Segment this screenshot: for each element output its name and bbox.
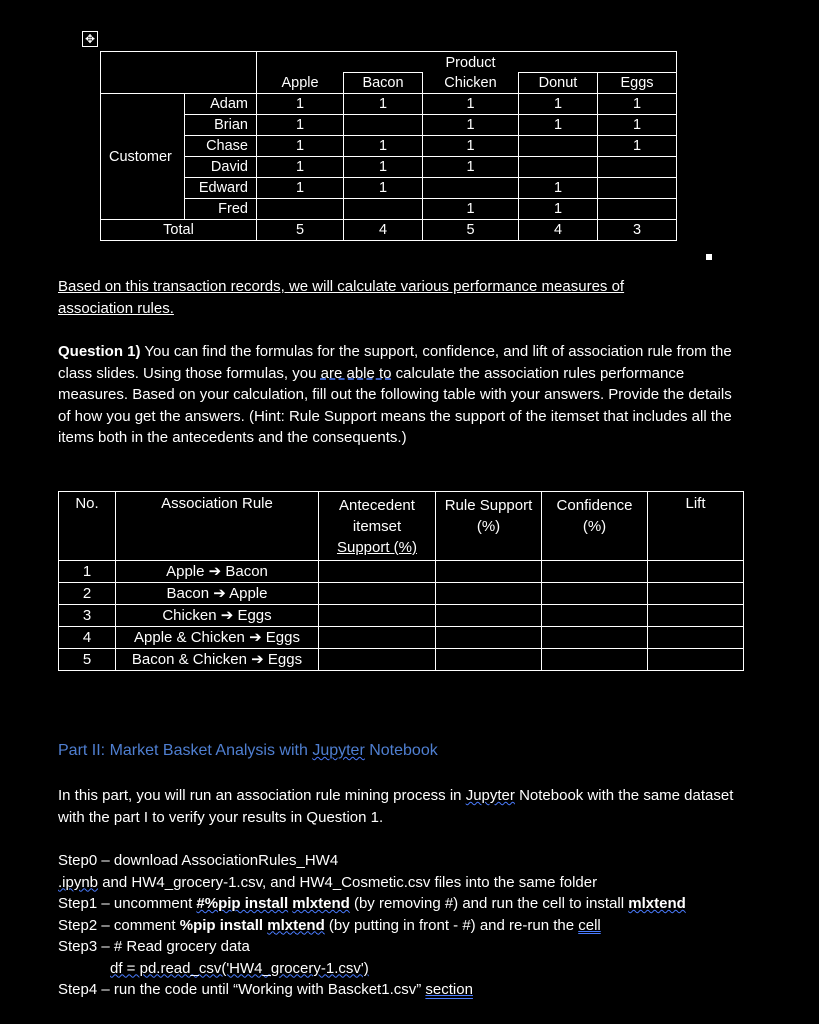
- cell-value: 1: [423, 115, 519, 136]
- table-row-total: [101, 220, 677, 241]
- cell-value: [344, 199, 423, 220]
- cell-value: [257, 199, 344, 220]
- part2-intro: [58, 785, 748, 828]
- cell-value: [423, 178, 519, 199]
- total-value: 4: [344, 220, 423, 241]
- cell-value: [344, 115, 423, 136]
- answer-cell[interactable]: [319, 649, 436, 671]
- customer-name: Fred: [185, 199, 257, 220]
- total-value: 5: [257, 220, 344, 241]
- part2-title: [58, 740, 438, 762]
- question1-text-b: calculate the association rules performance measures. Based on your calculation, fill out the following table with your answers. Provide the details of how you get the answers. (Hint: Rule Support means the support of the itemset that includes all the items both in the antecedents and the consequents.): [58, 364, 732, 446]
- step2-a: Step2 – comment: [58, 916, 180, 934]
- answer-cell[interactable]: [319, 605, 436, 627]
- header-association-rule: Association Rule: [116, 492, 319, 561]
- answer-cell[interactable]: [436, 605, 542, 627]
- step0-rest: and HW4_grocery-1.csv, and HW4_Cosmetic.csv files into the same folder: [98, 873, 598, 891]
- step1-mlxtend-2: mlxtend: [628, 895, 686, 912]
- answer-cell[interactable]: [542, 561, 648, 583]
- table-row: [59, 605, 744, 627]
- step0-ipynb: .ipynb: [58, 873, 99, 891]
- part2-intro-c: Notebook with the same dataset with the part I to verify your results in Question 1.: [58, 787, 734, 826]
- header-lift: Lift: [648, 492, 744, 561]
- answer-cell[interactable]: [648, 627, 744, 649]
- rule-text: Apple ➔ Bacon: [116, 561, 319, 583]
- step2-d: (by putting in front - #) and re-run the: [324, 916, 579, 934]
- table-row: [101, 52, 677, 73]
- total-value: 3: [598, 220, 677, 241]
- total-value: 5: [423, 220, 519, 241]
- header-antecedent-itemset: Antecedent itemset: [339, 497, 415, 535]
- cell-value: 1: [257, 115, 344, 136]
- header-antecedent: [319, 492, 436, 561]
- cell-value: 1: [257, 136, 344, 157]
- cell-value: 1: [519, 178, 598, 199]
- col-donut: Donut: [519, 73, 598, 94]
- customer-name: David: [185, 157, 257, 178]
- table-resize-handle[interactable]: [706, 254, 712, 260]
- table-header-row: [59, 492, 744, 561]
- steps-block: [58, 850, 758, 1001]
- step1-line: [58, 893, 758, 915]
- rule-text: Bacon & Chicken ➔ Eggs: [116, 649, 319, 671]
- total-label: Total: [101, 220, 257, 241]
- col-apple: Apple: [257, 73, 344, 94]
- step0-line1: Step0 – download AssociationRules_HW4: [58, 852, 339, 869]
- cell-value: 1: [423, 157, 519, 178]
- question1-are-able-to: are able to: [320, 364, 392, 382]
- rule-no: 3: [59, 605, 116, 627]
- cell-value: 1: [519, 94, 598, 115]
- table-row: [101, 178, 677, 199]
- part2-title-c: Notebook: [364, 742, 438, 759]
- cell-value: 1: [598, 136, 677, 157]
- cell-value: [519, 157, 598, 178]
- step0-line2: [58, 872, 758, 894]
- table-row: [101, 199, 677, 220]
- part2-title-jupyter: Jupyter: [312, 742, 365, 759]
- cell-value: 1: [257, 157, 344, 178]
- question1-paragraph: [58, 341, 748, 449]
- part2-intro-a: In this part, you will run an association rule mining process in: [58, 787, 466, 804]
- cell-value: 1: [598, 115, 677, 136]
- part2-intro-jupyter: Jupyter: [465, 787, 515, 804]
- step2-line: [58, 915, 758, 937]
- step1-mlxtend: mlxtend: [292, 895, 350, 912]
- cell-value: [598, 178, 677, 199]
- header-rule-support: Rule Support (%): [436, 492, 542, 561]
- rule-no: 5: [59, 649, 116, 671]
- cell-value: 1: [344, 178, 423, 199]
- cell-value: 1: [423, 94, 519, 115]
- cell-value: 1: [344, 157, 423, 178]
- customer-name: Brian: [185, 115, 257, 136]
- customer-name: Chase: [185, 136, 257, 157]
- customer-name: Edward: [185, 178, 257, 199]
- rule-no: 1: [59, 561, 116, 583]
- transaction-table: [100, 51, 677, 241]
- answer-cell[interactable]: [648, 583, 744, 605]
- cell-value: 1: [423, 136, 519, 157]
- rule-table: [58, 491, 744, 671]
- rule-no: 4: [59, 627, 116, 649]
- cell-value: [598, 199, 677, 220]
- question1-label: Question 1): [58, 343, 141, 360]
- header-no: No.: [59, 492, 116, 561]
- table-row: [101, 115, 677, 136]
- answer-cell[interactable]: [436, 627, 542, 649]
- rule-text: Apple & Chicken ➔ Eggs: [116, 627, 319, 649]
- answer-cell[interactable]: [319, 627, 436, 649]
- answer-cell[interactable]: [319, 561, 436, 583]
- cell-value: 1: [519, 115, 598, 136]
- cell-value: 1: [257, 94, 344, 115]
- step3-a: Step3 –: [58, 938, 114, 955]
- answer-cell[interactable]: [542, 649, 648, 671]
- intro-text: Based on this transaction records, we will calculate various performance measures of association rules.: [58, 278, 625, 317]
- step1-pip: #%pip install: [196, 895, 289, 912]
- answer-cell[interactable]: [648, 649, 744, 671]
- rule-text: Bacon ➔ Apple: [116, 583, 319, 605]
- answer-cell[interactable]: [542, 627, 648, 649]
- step1-a: Step1 – uncomment: [58, 895, 197, 912]
- answer-cell[interactable]: [648, 561, 744, 583]
- cell-value: 1: [257, 178, 344, 199]
- table-row: [59, 561, 744, 583]
- cell-value: 1: [344, 94, 423, 115]
- product-header: Product: [423, 52, 519, 73]
- step2-mlxtend: mlxtend: [267, 916, 325, 934]
- step1-d: (by removing #) and run the cell to install: [349, 895, 629, 912]
- step2-pip: %pip install: [179, 916, 264, 934]
- cell-value: 1: [598, 94, 677, 115]
- cell-value: 1: [519, 199, 598, 220]
- step2-cell: cell: [578, 916, 601, 934]
- step4-a: Step4 – run the code until “Working with Bascket1.csv”: [58, 981, 426, 998]
- cell-value: 1: [423, 199, 519, 220]
- customer-name: Adam: [185, 94, 257, 115]
- step3-code: df = pd.read_csv('HW4_grocery-1.csv'): [110, 959, 369, 977]
- step4-line: [58, 979, 758, 1001]
- answer-cell[interactable]: [436, 583, 542, 605]
- table-row: [59, 649, 744, 671]
- total-value: 4: [519, 220, 598, 241]
- header-antecedent-support: Support (%): [336, 539, 418, 556]
- rule-no: 2: [59, 583, 116, 605]
- answer-cell[interactable]: [319, 583, 436, 605]
- cell-value: [598, 157, 677, 178]
- part2-title-a: Part II: Market Basket Analysis with: [58, 742, 313, 759]
- customer-label: Customer: [101, 94, 185, 220]
- answer-cell[interactable]: [542, 605, 648, 627]
- table-row: [101, 157, 677, 178]
- step3-b: # Read grocery data: [113, 938, 250, 955]
- question1-text-a: You can find the formulas for the support, confidence, and lift of association rule from the class slides. Using those formulas, you: [58, 343, 732, 382]
- answer-cell[interactable]: [436, 561, 542, 583]
- step3-line: [58, 936, 758, 958]
- col-chicken: Chicken: [423, 73, 519, 94]
- table-row: [59, 583, 744, 605]
- table-row: [101, 94, 677, 115]
- rule-text: Chicken ➔ Eggs: [116, 605, 319, 627]
- table-row: [101, 136, 677, 157]
- step4-section: section: [425, 981, 473, 998]
- header-confidence: Confidence (%): [542, 492, 648, 561]
- table-row: [101, 73, 677, 94]
- answer-cell[interactable]: [542, 583, 648, 605]
- table-move-handle-icon[interactable]: ✥: [82, 31, 98, 47]
- table-row: [59, 627, 744, 649]
- col-eggs: Eggs: [598, 73, 677, 94]
- answer-cell[interactable]: [436, 649, 542, 671]
- cell-value: 1: [344, 136, 423, 157]
- col-bacon: Bacon: [344, 73, 423, 94]
- answer-cell[interactable]: [648, 605, 744, 627]
- cell-value: [519, 136, 598, 157]
